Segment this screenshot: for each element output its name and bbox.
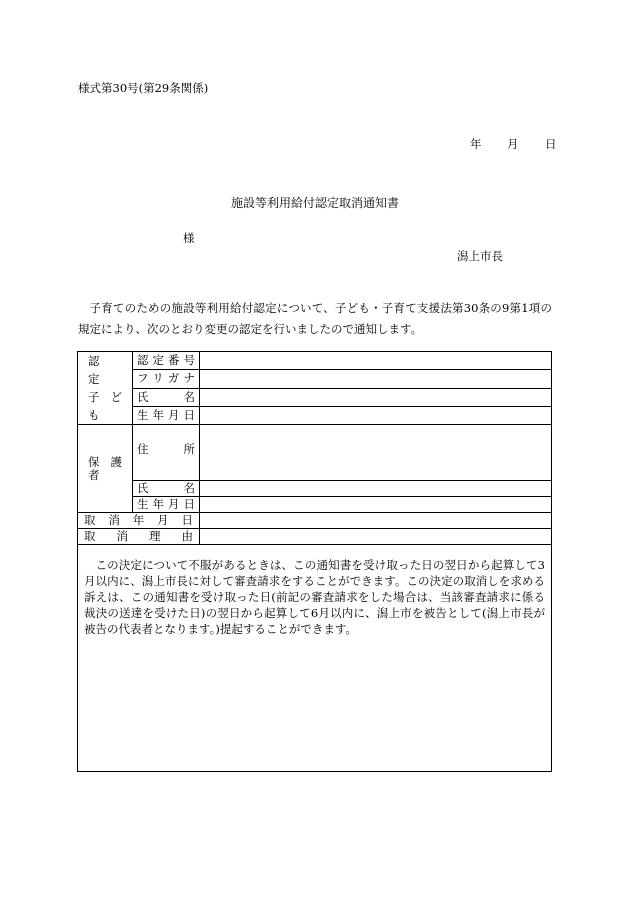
row-child-birthdate bbox=[78, 406, 552, 424]
guardian-birthdate-label: 生年月日 bbox=[133, 497, 200, 513]
revocation-date-label: 取消年月日 bbox=[78, 513, 200, 529]
appeal-notice-cell bbox=[78, 545, 552, 772]
address-label: 住 所 bbox=[133, 425, 200, 481]
revocation-reason-label: 取消理由 bbox=[78, 529, 200, 545]
row-child-name bbox=[78, 388, 552, 406]
row-guardian-address bbox=[78, 425, 552, 481]
row-notice bbox=[78, 545, 552, 772]
intro-paragraph: 子育てのための施設等利用給付認定について、子ども・子育て支援法第30条の9第1項の規定により、次のとおり変更の認定を行いましたので通知します。 bbox=[78, 301, 552, 336]
revocation-date-field[interactable] bbox=[200, 513, 552, 529]
address-field[interactable] bbox=[200, 425, 552, 481]
guardian-name-field[interactable] bbox=[200, 481, 552, 497]
date-day-label: 日 bbox=[545, 137, 557, 151]
document-title: 施設等利用給付認定取消通知書 bbox=[230, 196, 399, 210]
child-name-label: 氏 名 bbox=[133, 388, 200, 406]
revocation-reason-field[interactable] bbox=[200, 529, 552, 545]
date-year-label: 年 bbox=[470, 137, 482, 151]
furigana-field[interactable] bbox=[200, 370, 552, 388]
date-line bbox=[470, 137, 557, 151]
child-birthdate-label: 生年月日 bbox=[133, 406, 200, 424]
cert-number-field[interactable] bbox=[200, 352, 552, 370]
row-revocation-reason bbox=[78, 529, 552, 545]
form-number: 様式第30号(第29条関係) bbox=[78, 81, 209, 95]
row-guardian-name bbox=[78, 481, 552, 497]
child-group-label: 認 定 子ども bbox=[78, 352, 133, 425]
row-revocation-date bbox=[78, 513, 552, 529]
guardian-name-label: 氏 名 bbox=[133, 481, 200, 497]
guardian-group-label: 保護者 bbox=[78, 425, 133, 513]
issuer-name: 潟上市長 bbox=[457, 249, 503, 263]
cert-number-label: 認定番号 bbox=[133, 352, 200, 370]
row-furigana bbox=[78, 370, 552, 388]
recipient-honorific: 様 bbox=[183, 231, 195, 245]
date-month-label: 月 bbox=[507, 137, 519, 151]
child-birthdate-field[interactable] bbox=[200, 406, 552, 424]
row-cert-number bbox=[78, 352, 552, 370]
guardian-birthdate-field[interactable] bbox=[200, 497, 552, 513]
furigana-label: フリガナ bbox=[133, 370, 200, 388]
row-guardian-birthdate bbox=[78, 497, 552, 513]
appeal-notice-text: この決定について不服があるときは、この通知書を受け取った日の翌日から起算して3月以内に、潟上市長に対して審査請求をすることができます。この決定の取消しを求める訴えは、この通知書を受け取った日(前記の審査請求をした場合は、当該審査請求に係る裁決の送達を受けた日)の翌日から起算して6月以内に、潟上市を被告として(潟上市長が被告の代表者となります。)提起することができます。 bbox=[84, 558, 545, 636]
revocation-details-table bbox=[77, 351, 552, 772]
child-name-field[interactable] bbox=[200, 388, 552, 406]
